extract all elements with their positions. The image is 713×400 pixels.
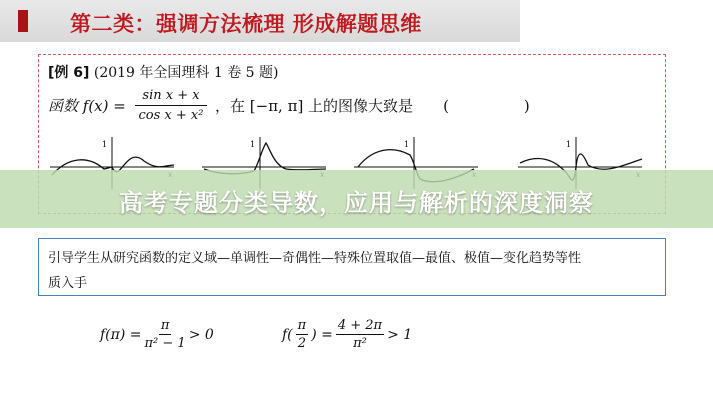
- formula-2-fraction: [336, 318, 384, 351]
- graph-y-label: 1: [250, 140, 256, 149]
- formula-2-mid: ) =: [311, 326, 333, 343]
- formula-1-rhs: > 0: [188, 326, 214, 343]
- question-stem-suffix: ，在 [−π, π] 上的图像大致是 ( ): [215, 97, 530, 115]
- formula-2-numerator: 4 + 2π: [337, 318, 383, 333]
- formula-2-rhs: > 1: [387, 326, 413, 343]
- guide-text-line-2: 质入手: [48, 276, 88, 291]
- example-header: [48, 62, 279, 82]
- graph-y-label: 1: [404, 140, 410, 149]
- fraction-numerator: sin x + x: [135, 88, 207, 106]
- formula-2-argument: [296, 318, 309, 351]
- example-label: [例 6]: [48, 65, 90, 81]
- formula-2-lhs: f(: [282, 326, 293, 343]
- formula-1-fraction: [145, 318, 186, 351]
- function-fraction: [135, 88, 207, 123]
- formula-2-arg-denominator: 2: [297, 336, 307, 351]
- fraction-denominator: cos x + x²: [138, 108, 204, 123]
- question-stem-prefix: 函数 f(x) =: [48, 97, 126, 115]
- graph-y-label: 1: [566, 140, 572, 149]
- formula-1-lhs: f(π) =: [100, 326, 142, 343]
- guide-text-line-1: 引导学生从研究函数的定义域—单调性—奇偶性—特殊位置取值—最值、极值—变化趋势等性: [48, 251, 582, 266]
- formula-f-pi: [100, 318, 214, 351]
- example-source: (2019 年全国理科 1 卷 5 题): [93, 65, 279, 81]
- graph-y-label: 1: [102, 140, 108, 149]
- banner-title: 高考专题分类导数，应用与解析的深度洞察: [119, 189, 594, 217]
- header-accent-mark: [18, 10, 28, 32]
- formula-f-half-pi: [282, 318, 412, 351]
- formula-2-denominator: π²: [353, 336, 367, 351]
- formula-1-denominator: π² − 1: [144, 336, 186, 351]
- formula-2-arg-numerator: π: [297, 318, 307, 333]
- section-title: 第二类：强调方法梳理 形成解题思维: [70, 12, 422, 36]
- formula-1-numerator: π: [160, 318, 170, 333]
